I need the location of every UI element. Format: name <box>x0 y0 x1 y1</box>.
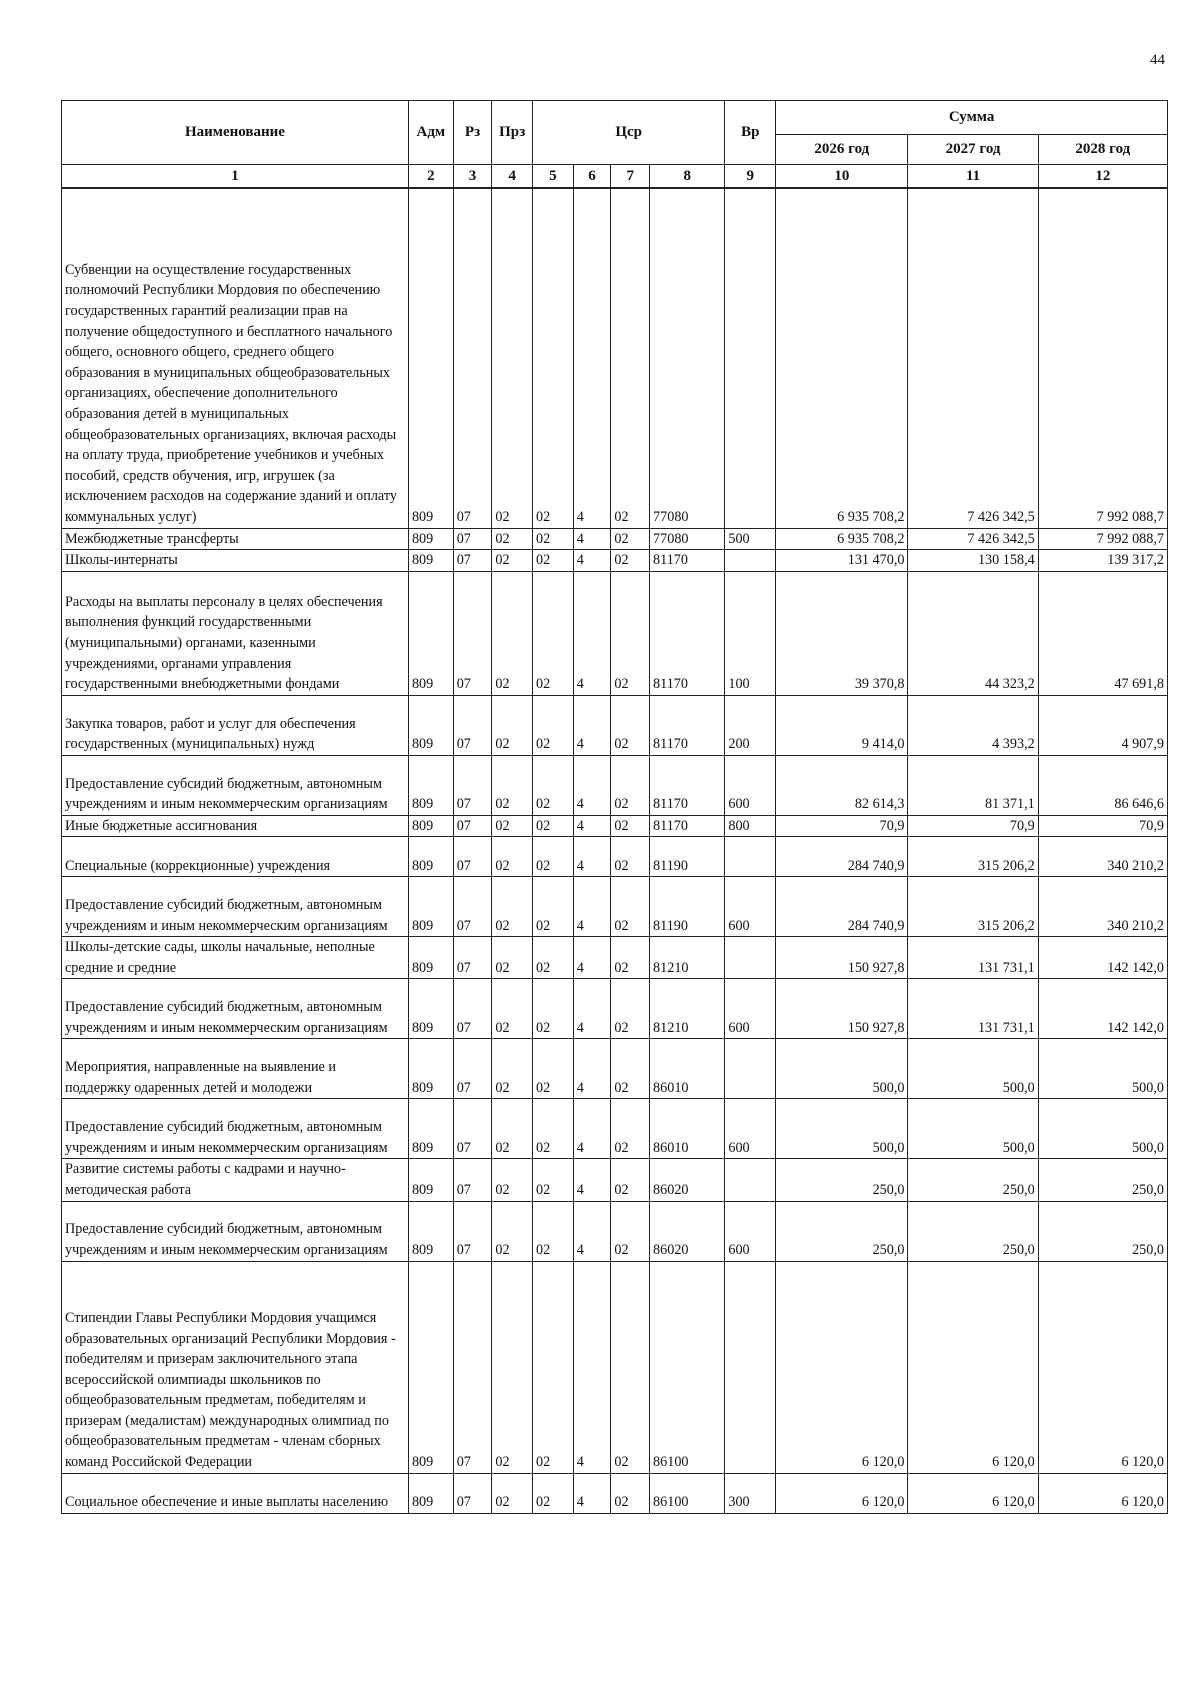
row-name: Субвенции на осуществление государственных полномочий Республики Мордовия по обеспечению государственных гарантий реализации прав на получение общедоступного и бесплатного начального общего, основного общего, среднего общего образования в муниципальных общеобразовательных организациях, обеспечение дополнительного образования детей в муниципальных общеобразовательных организациях, включая расходы на оплату труда, приобретение учебников и учебных пособий, средств обучения, игр, игрушек (за исключением расходов на содержание зданий и оплату коммунальных услуг) <box>62 188 409 528</box>
amount-2027: 250,0 <box>908 1159 1038 1201</box>
row-name: Школы-интернаты <box>62 550 409 572</box>
table-row <box>62 550 1168 572</box>
amount-2026: 150 927,8 <box>776 937 908 979</box>
rz-code: 07 <box>453 1201 492 1261</box>
csr-part-5: 02 <box>533 815 574 837</box>
csr-part-8: 81190 <box>650 877 725 937</box>
amount-2028: 70,9 <box>1038 815 1167 837</box>
rz-code: 07 <box>453 837 492 877</box>
prz-code: 02 <box>492 188 533 528</box>
table-row <box>62 979 1168 1039</box>
csr-part-5: 02 <box>533 528 574 550</box>
prz-code: 02 <box>492 1261 533 1473</box>
amount-2027: 7 426 342,5 <box>908 188 1038 528</box>
vr-code <box>725 837 776 877</box>
table-row <box>62 571 1168 695</box>
prz-code: 02 <box>492 755 533 815</box>
csr-part-6: 4 <box>573 1159 611 1201</box>
csr-part-6: 4 <box>573 937 611 979</box>
amount-2028: 142 142,0 <box>1038 937 1167 979</box>
table-body <box>62 188 1168 1513</box>
csr-part-8: 81170 <box>650 755 725 815</box>
amount-2026: 6 120,0 <box>776 1473 908 1513</box>
amount-2026: 500,0 <box>776 1099 908 1159</box>
prz-code: 02 <box>492 695 533 755</box>
csr-part-7: 02 <box>611 188 650 528</box>
rz-code: 07 <box>453 755 492 815</box>
rz-code: 07 <box>453 550 492 572</box>
row-name: Развитие системы работы с кадрами и научно-методическая работа <box>62 1159 409 1201</box>
amount-2028: 139 317,2 <box>1038 550 1167 572</box>
amount-2028: 250,0 <box>1038 1201 1167 1261</box>
amount-2027: 6 120,0 <box>908 1261 1038 1473</box>
csr-part-8: 86020 <box>650 1159 725 1201</box>
header-adm: Адм <box>408 101 453 165</box>
adm-code: 809 <box>408 1201 453 1261</box>
amount-2026: 250,0 <box>776 1201 908 1261</box>
vr-code: 300 <box>725 1473 776 1513</box>
csr-part-5: 02 <box>533 188 574 528</box>
prz-code: 02 <box>492 1039 533 1099</box>
rz-code: 07 <box>453 1099 492 1159</box>
csr-part-5: 02 <box>533 837 574 877</box>
adm-code: 809 <box>408 755 453 815</box>
prz-code: 02 <box>492 837 533 877</box>
amount-2026: 70,9 <box>776 815 908 837</box>
table-row <box>62 1201 1168 1261</box>
adm-code: 809 <box>408 1099 453 1159</box>
row-name: Предоставление субсидий бюджетным, автономным учреждениям и иным некоммерческим организациям <box>62 979 409 1039</box>
prz-code: 02 <box>492 550 533 572</box>
header-prz: Прз <box>492 101 533 165</box>
amount-2028: 500,0 <box>1038 1039 1167 1099</box>
csr-part-5: 02 <box>533 979 574 1039</box>
csr-part-7: 02 <box>611 1473 650 1513</box>
csr-part-7: 02 <box>611 695 650 755</box>
csr-part-5: 02 <box>533 695 574 755</box>
csr-part-5: 02 <box>533 755 574 815</box>
amount-2026: 284 740,9 <box>776 877 908 937</box>
csr-part-6: 4 <box>573 815 611 837</box>
table-row <box>62 815 1168 837</box>
amount-2026: 500,0 <box>776 1039 908 1099</box>
prz-code: 02 <box>492 528 533 550</box>
row-name: Предоставление субсидий бюджетным, автономным учреждениям и иным некоммерческим организациям <box>62 755 409 815</box>
table-row <box>62 837 1168 877</box>
csr-part-7: 02 <box>611 815 650 837</box>
prz-code: 02 <box>492 1473 533 1513</box>
csr-part-6: 4 <box>573 1473 611 1513</box>
amount-2027: 131 731,1 <box>908 979 1038 1039</box>
csr-part-7: 02 <box>611 979 650 1039</box>
csr-part-8: 81210 <box>650 979 725 1039</box>
rz-code: 07 <box>453 1473 492 1513</box>
amount-2028: 86 646,6 <box>1038 755 1167 815</box>
amount-2028: 6 120,0 <box>1038 1261 1167 1473</box>
csr-part-7: 02 <box>611 1039 650 1099</box>
header-summa: Сумма <box>776 101 1168 135</box>
csr-part-8: 77080 <box>650 188 725 528</box>
csr-part-7: 02 <box>611 755 650 815</box>
csr-part-7: 02 <box>611 571 650 695</box>
table-row <box>62 937 1168 979</box>
csr-part-7: 02 <box>611 550 650 572</box>
header-year-2028: 2028 год <box>1038 135 1167 165</box>
csr-part-7: 02 <box>611 837 650 877</box>
column-number: 7 <box>611 165 650 189</box>
csr-part-7: 02 <box>611 528 650 550</box>
vr-code: 800 <box>725 815 776 837</box>
rz-code: 07 <box>453 979 492 1039</box>
column-number-row <box>62 165 1168 189</box>
rz-code: 07 <box>453 1261 492 1473</box>
adm-code: 809 <box>408 837 453 877</box>
csr-part-6: 4 <box>573 837 611 877</box>
prz-code: 02 <box>492 1201 533 1261</box>
table-row <box>62 1039 1168 1099</box>
column-number: 3 <box>453 165 492 189</box>
vr-code: 600 <box>725 1201 776 1261</box>
row-name: Предоставление субсидий бюджетным, автономным учреждениям и иным некоммерческим организациям <box>62 1201 409 1261</box>
header-name: Наименование <box>62 101 409 165</box>
csr-part-7: 02 <box>611 1159 650 1201</box>
rz-code: 07 <box>453 815 492 837</box>
amount-2026: 9 414,0 <box>776 695 908 755</box>
csr-part-6: 4 <box>573 1261 611 1473</box>
amount-2028: 7 992 088,7 <box>1038 188 1167 528</box>
row-name: Расходы на выплаты персоналу в целях обеспечения выполнения функций государственными (муниципальными) органами, казенными учреждениями, органами управления государственными внебюджетными фондами <box>62 571 409 695</box>
csr-part-6: 4 <box>573 695 611 755</box>
table-row <box>62 1261 1168 1473</box>
adm-code: 809 <box>408 877 453 937</box>
amount-2027: 131 731,1 <box>908 937 1038 979</box>
adm-code: 809 <box>408 1039 453 1099</box>
header-year-2027: 2027 год <box>908 135 1038 165</box>
amount-2028: 47 691,8 <box>1038 571 1167 695</box>
column-number: 4 <box>492 165 533 189</box>
adm-code: 809 <box>408 528 453 550</box>
csr-part-6: 4 <box>573 550 611 572</box>
row-name: Стипендии Главы Республики Мордовия учащимся образовательных организаций Республики Мордовия - победителям и призерам заключительного этапа всероссийской олимпиады школьников по общеобразовательным предметам, победителям и призерам (медалистам) международных олимпиад по общеобразовательным предметам - членам сборных команд Российской Федерации <box>62 1261 409 1473</box>
amount-2028: 340 210,2 <box>1038 877 1167 937</box>
adm-code: 809 <box>408 1159 453 1201</box>
amount-2028: 142 142,0 <box>1038 979 1167 1039</box>
csr-part-8: 86020 <box>650 1201 725 1261</box>
adm-code: 809 <box>408 1261 453 1473</box>
csr-part-8: 81170 <box>650 695 725 755</box>
csr-part-5: 02 <box>533 1473 574 1513</box>
row-name: Предоставление субсидий бюджетным, автономным учреждениям и иным некоммерческим организациям <box>62 1099 409 1159</box>
rz-code: 07 <box>453 695 492 755</box>
column-number: 2 <box>408 165 453 189</box>
amount-2027: 6 120,0 <box>908 1473 1038 1513</box>
amount-2027: 130 158,4 <box>908 550 1038 572</box>
adm-code: 809 <box>408 815 453 837</box>
csr-part-6: 4 <box>573 571 611 695</box>
header-csr: Цср <box>533 101 725 165</box>
csr-part-5: 02 <box>533 571 574 695</box>
table-row <box>62 1159 1168 1201</box>
column-number: 12 <box>1038 165 1167 189</box>
csr-part-5: 02 <box>533 1039 574 1099</box>
amount-2028: 6 120,0 <box>1038 1473 1167 1513</box>
csr-part-6: 4 <box>573 877 611 937</box>
csr-part-8: 81210 <box>650 937 725 979</box>
table-row <box>62 188 1168 528</box>
vr-code: 100 <box>725 571 776 695</box>
amount-2027: 81 371,1 <box>908 755 1038 815</box>
csr-part-5: 02 <box>533 1261 574 1473</box>
amount-2026: 284 740,9 <box>776 837 908 877</box>
rz-code: 07 <box>453 188 492 528</box>
amount-2027: 315 206,2 <box>908 877 1038 937</box>
row-name: Мероприятия, направленные на выявление и поддержку одаренных детей и молодежи <box>62 1039 409 1099</box>
page-number: 44 <box>1150 52 1165 68</box>
vr-code <box>725 1039 776 1099</box>
csr-part-6: 4 <box>573 528 611 550</box>
adm-code: 809 <box>408 979 453 1039</box>
row-name: Предоставление субсидий бюджетным, автономным учреждениям и иным некоммерческим организациям <box>62 877 409 937</box>
amount-2027: 315 206,2 <box>908 837 1038 877</box>
adm-code: 809 <box>408 937 453 979</box>
amount-2026: 39 370,8 <box>776 571 908 695</box>
amount-2026: 150 927,8 <box>776 979 908 1039</box>
amount-2026: 131 470,0 <box>776 550 908 572</box>
vr-code <box>725 937 776 979</box>
csr-part-5: 02 <box>533 877 574 937</box>
csr-part-6: 4 <box>573 188 611 528</box>
csr-part-7: 02 <box>611 1099 650 1159</box>
budget-table <box>61 100 1168 1514</box>
amount-2028: 250,0 <box>1038 1159 1167 1201</box>
csr-part-8: 86100 <box>650 1473 725 1513</box>
row-name: Закупка товаров, работ и услуг для обеспечения государственных (муниципальных) нужд <box>62 695 409 755</box>
amount-2028: 4 907,9 <box>1038 695 1167 755</box>
column-number: 9 <box>725 165 776 189</box>
column-number: 11 <box>908 165 1038 189</box>
vr-code: 600 <box>725 877 776 937</box>
vr-code <box>725 1261 776 1473</box>
table-row <box>62 695 1168 755</box>
csr-part-8: 81190 <box>650 837 725 877</box>
csr-part-5: 02 <box>533 550 574 572</box>
csr-part-7: 02 <box>611 1201 650 1261</box>
prz-code: 02 <box>492 1159 533 1201</box>
table-row <box>62 755 1168 815</box>
adm-code: 809 <box>408 550 453 572</box>
csr-part-6: 4 <box>573 1201 611 1261</box>
rz-code: 07 <box>453 528 492 550</box>
csr-part-7: 02 <box>611 1261 650 1473</box>
row-name: Межбюджетные трансферты <box>62 528 409 550</box>
column-number: 8 <box>650 165 725 189</box>
prz-code: 02 <box>492 815 533 837</box>
amount-2027: 250,0 <box>908 1201 1038 1261</box>
csr-part-7: 02 <box>611 877 650 937</box>
amount-2027: 4 393,2 <box>908 695 1038 755</box>
column-number: 10 <box>776 165 908 189</box>
csr-part-5: 02 <box>533 1099 574 1159</box>
rz-code: 07 <box>453 937 492 979</box>
adm-code: 809 <box>408 695 453 755</box>
csr-part-7: 02 <box>611 937 650 979</box>
vr-code <box>725 550 776 572</box>
csr-part-6: 4 <box>573 755 611 815</box>
vr-code <box>725 188 776 528</box>
amount-2028: 500,0 <box>1038 1099 1167 1159</box>
vr-code: 600 <box>725 755 776 815</box>
rz-code: 07 <box>453 571 492 695</box>
prz-code: 02 <box>492 937 533 979</box>
table-row <box>62 1099 1168 1159</box>
amount-2027: 7 426 342,5 <box>908 528 1038 550</box>
csr-part-5: 02 <box>533 1201 574 1261</box>
prz-code: 02 <box>492 877 533 937</box>
column-number: 6 <box>573 165 611 189</box>
csr-part-6: 4 <box>573 979 611 1039</box>
vr-code: 600 <box>725 1099 776 1159</box>
rz-code: 07 <box>453 1039 492 1099</box>
amount-2028: 340 210,2 <box>1038 837 1167 877</box>
amount-2026: 250,0 <box>776 1159 908 1201</box>
rz-code: 07 <box>453 1159 492 1201</box>
vr-code: 200 <box>725 695 776 755</box>
csr-part-8: 81170 <box>650 815 725 837</box>
vr-code: 600 <box>725 979 776 1039</box>
row-name: Специальные (коррекционные) учреждения <box>62 837 409 877</box>
row-name: Социальное обеспечение и иные выплаты населению <box>62 1473 409 1513</box>
csr-part-8: 77080 <box>650 528 725 550</box>
row-name: Школы-детские сады, школы начальные, неполные средние и средние <box>62 937 409 979</box>
row-name: Иные бюджетные ассигнования <box>62 815 409 837</box>
rz-code: 07 <box>453 877 492 937</box>
amount-2028: 7 992 088,7 <box>1038 528 1167 550</box>
adm-code: 809 <box>408 188 453 528</box>
csr-part-6: 4 <box>573 1099 611 1159</box>
prz-code: 02 <box>492 1099 533 1159</box>
amount-2026: 6 120,0 <box>776 1261 908 1473</box>
amount-2027: 70,9 <box>908 815 1038 837</box>
amount-2027: 44 323,2 <box>908 571 1038 695</box>
amount-2026: 6 935 708,2 <box>776 528 908 550</box>
column-number: 1 <box>62 165 409 189</box>
amount-2026: 6 935 708,2 <box>776 188 908 528</box>
table-row <box>62 528 1168 550</box>
csr-part-8: 86010 <box>650 1099 725 1159</box>
amount-2027: 500,0 <box>908 1039 1038 1099</box>
amount-2027: 500,0 <box>908 1099 1038 1159</box>
adm-code: 809 <box>408 1473 453 1513</box>
prz-code: 02 <box>492 571 533 695</box>
csr-part-5: 02 <box>533 1159 574 1201</box>
csr-part-8: 86010 <box>650 1039 725 1099</box>
csr-part-6: 4 <box>573 1039 611 1099</box>
csr-part-5: 02 <box>533 937 574 979</box>
csr-part-8: 86100 <box>650 1261 725 1473</box>
csr-part-8: 81170 <box>650 550 725 572</box>
table-row <box>62 1473 1168 1513</box>
header-rz: Рз <box>453 101 492 165</box>
prz-code: 02 <box>492 979 533 1039</box>
header-vr: Вр <box>725 101 776 165</box>
vr-code <box>725 1159 776 1201</box>
csr-part-8: 81170 <box>650 571 725 695</box>
amount-2026: 82 614,3 <box>776 755 908 815</box>
column-number: 5 <box>533 165 574 189</box>
adm-code: 809 <box>408 571 453 695</box>
table-row <box>62 877 1168 937</box>
header-year-2026: 2026 год <box>776 135 908 165</box>
vr-code: 500 <box>725 528 776 550</box>
